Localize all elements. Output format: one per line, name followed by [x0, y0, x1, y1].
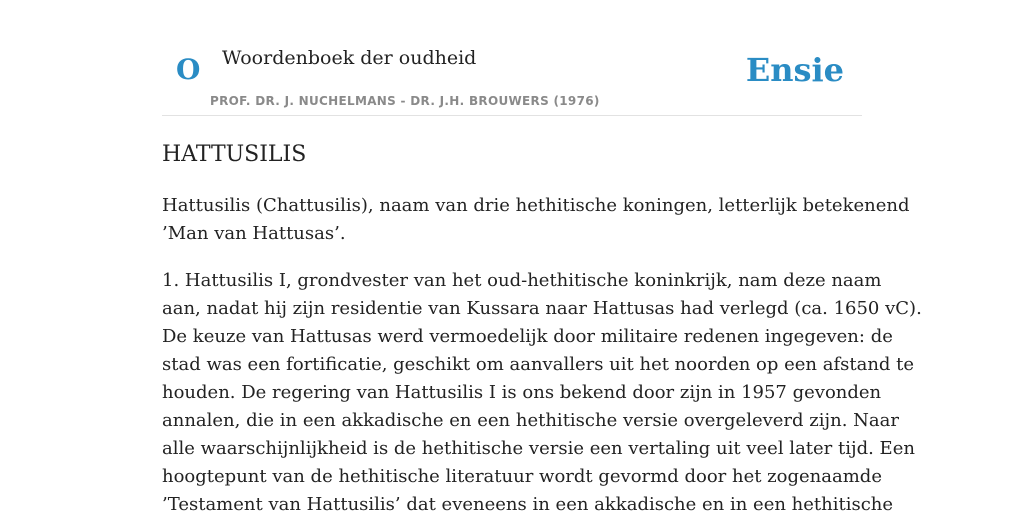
text-line: hoogtepunt van de hethitische literatuur wordt gevormd door het zogenaamde	[162, 466, 882, 487]
book-header	[162, 0, 862, 116]
book-title: Woordenboek der oudheid	[222, 47, 477, 69]
text-line: houden. De regering van Hattusilis I is ons bekend door zijn in 1957 gevonden	[162, 382, 882, 403]
entry-title: HATTUSILIS	[162, 142, 307, 167]
brand-logo-link[interactable]: Ensie	[745, 51, 844, 89]
text-line: ’Man van Hattusas’.	[162, 223, 346, 244]
page	[162, 0, 922, 512]
text-line: stad was een fortificatie, geschikt om aanvallers uit het noorden op een afstand te	[162, 354, 915, 375]
entry-paragraph	[162, 267, 922, 512]
letter-index-link[interactable]: O	[176, 53, 201, 86]
text-line: ’Testament van Hattusilis’ dat eveneens in een akkadische en in een hethitische	[162, 494, 894, 512]
entry-paragraph	[162, 192, 910, 248]
text-line: alle waarschijnlijkheid is de hethitische versie een vertaling uit veel later tijd. Een	[162, 438, 915, 459]
text-line: 1. Hattusilis I, grondvester van het oud-hethitische koninkrijk, nam deze naam	[162, 270, 882, 291]
book-authors: PROF. DR. J. NUCHELMANS - DR. J.H. BROUWERS (1976)	[210, 94, 600, 108]
text-line: De keuze van Hattusas werd vermoedelijk door militaire redenen ingegeven: de	[162, 326, 893, 347]
text-line: annalen, die in een akkadische en een hethitische versie overgeleverd zijn. Naar	[162, 410, 899, 431]
entry-content	[162, 140, 922, 512]
text-line: aan, nadat hij zijn residentie van Kussara naar Hattusas had verlegd (ca. 1650 vC).	[162, 298, 922, 319]
text-line: Hattusilis (Chattusilis), naam van drie hethitische koningen, letterlijk betekenend	[162, 195, 910, 216]
